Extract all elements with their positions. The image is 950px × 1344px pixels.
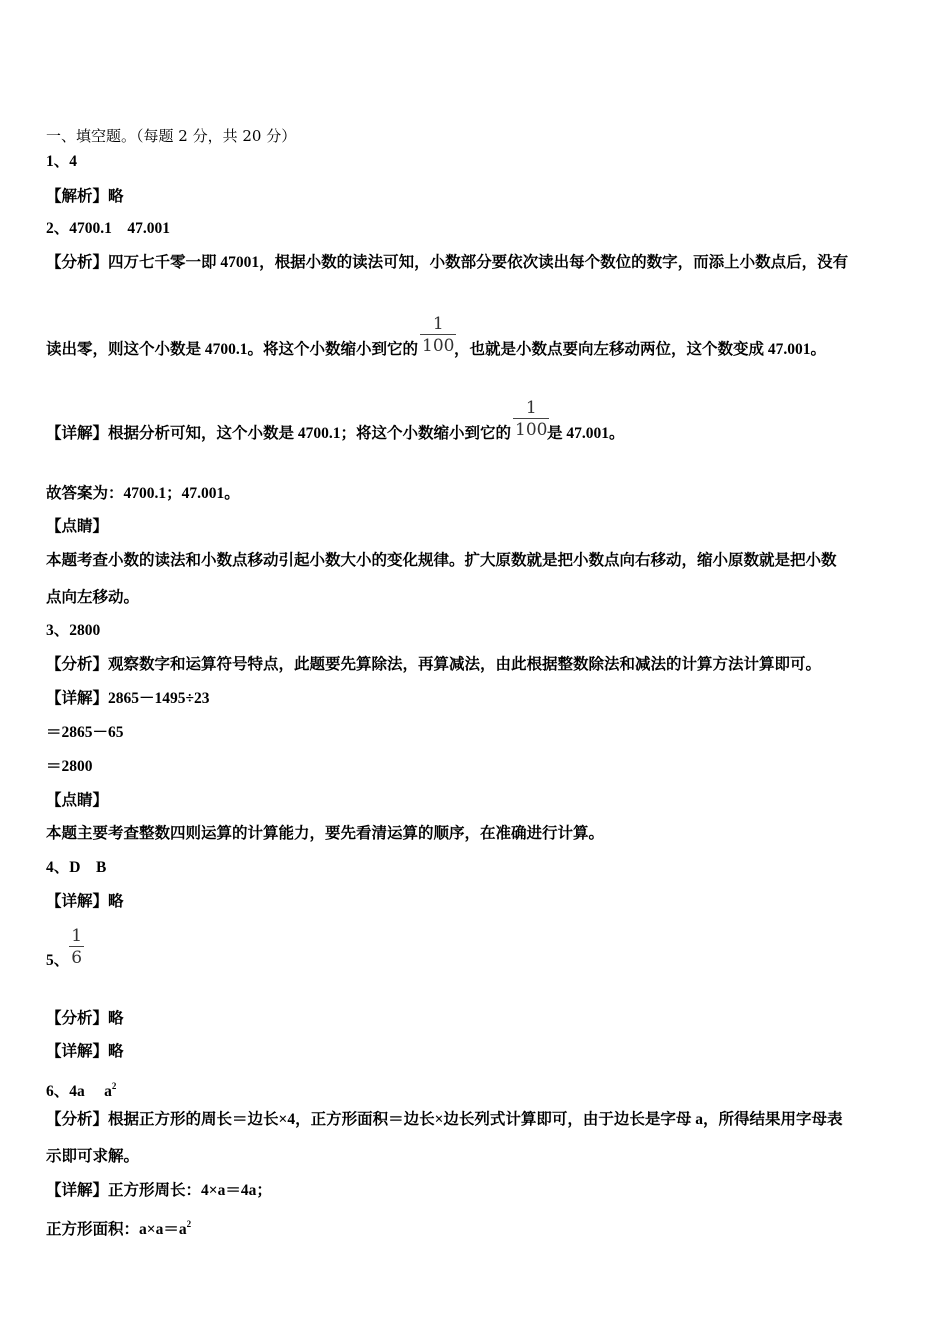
fraction-numerator: 1: [525, 398, 537, 419]
q1-number: 1、: [46, 153, 70, 170]
q5-number: 5、: [46, 952, 70, 969]
q4-number: 4、: [46, 859, 70, 876]
q3-point-text: 本题主要考查整数四则运算的计算能力，要先看清运算的顺序，在准确进行计算。: [46, 825, 605, 842]
q3-analysis-line: [46, 655, 910, 675]
q3-detail-tag: 【详解】: [46, 690, 109, 707]
q1-answer-line: [46, 152, 910, 172]
q3-answer-line: [46, 621, 910, 641]
q2-point-line1: 本题考查小数的读法和小数点移动引起小数大小的变化规律。扩大原数就是把小数点向右移动，缩小原数就是把小数: [46, 552, 837, 569]
q3-analysis-tag: 【分析】: [46, 656, 109, 673]
q2-fraction-slot: [418, 314, 455, 360]
q2-number: 2、: [46, 220, 70, 237]
q2-answer-line: [46, 219, 910, 239]
q6-number: 6、: [46, 1083, 70, 1100]
fraction-denominator: 6: [71, 948, 83, 969]
q6-detail-text1: 正方形周长：4×a＝4a；: [108, 1182, 272, 1199]
q5-analysis-line: [46, 1009, 910, 1029]
q5-detail-tag: 【详解】: [46, 1043, 109, 1060]
q6-analysis-line2: 示即可求解。: [46, 1148, 140, 1165]
q5-detail-text: 略: [108, 1043, 124, 1060]
q6-answer: 4a a: [69, 1083, 112, 1100]
fraction-denominator: 100: [515, 420, 548, 441]
q3-point-tag: 【点睛】: [46, 792, 109, 809]
q2-detail-fraction-slot: [511, 398, 548, 444]
q2-analysis-tag: 【分析】: [46, 254, 109, 271]
q5-analysis-text: 略: [108, 1010, 124, 1027]
q4-answer: D B: [69, 859, 107, 876]
q2-fraction: [420, 314, 456, 357]
q2-answer: 4700.1 47.001: [69, 220, 171, 237]
q6-analysis-text1: 根据正方形的周长＝边长×4，正方形面积＝边长×边长列式计算即可，由于边长是字母 a，所得结果用字母表: [108, 1111, 843, 1128]
q2-analysis-text1: 四万七千零一即 47001，根据小数的读法可知，小数部分要依次读出每个数位的数字，而添上小数点后，没有: [108, 254, 849, 271]
q6-detail-tag: 【详解】: [46, 1182, 109, 1199]
q2-point-tag: 【点睛】: [46, 518, 109, 535]
fraction-numerator: 1: [71, 926, 83, 947]
q1-tag: 【解析】: [46, 188, 109, 205]
q5-fraction-slot: [69, 926, 89, 971]
q6-detail-line1: [46, 1181, 910, 1201]
q2-point-line2: 点向左移动。: [46, 589, 140, 606]
q5-detail-line: [46, 1042, 910, 1062]
fraction-numerator: 1: [432, 314, 444, 335]
q4-detail-tag: 【详解】: [46, 893, 109, 910]
q1-explanation: [46, 186, 910, 207]
q6-answer-line: [46, 1076, 910, 1102]
q6-detail-line2: [46, 1214, 910, 1240]
q3-step2: ＝2865－65: [46, 724, 124, 741]
q6-detail-superscript: 2: [186, 1219, 192, 1229]
fraction-denominator: 100: [422, 336, 455, 357]
q1-text: 略: [108, 188, 124, 205]
q5-answer-line: [46, 926, 910, 971]
q6-detail-text2: 正方形面积：a×a＝a: [46, 1221, 187, 1238]
q2-final-answer: 故答案为：4700.1；47.001。: [46, 485, 240, 502]
q3-analysis-text: 观察数字和运算符号特点，此题要先算除法，再算减法，由此根据整数除法和减法的计算方法计算即可。: [108, 656, 822, 673]
section-title: 一、填空题。（每题 2 分，共 20 分）: [46, 127, 297, 145]
q3-answer: 2800: [69, 622, 101, 639]
q4-answer-line: [46, 858, 910, 878]
q4-detail-text: 略: [108, 893, 124, 910]
q1-answer: 4: [69, 153, 78, 170]
q3-step3: ＝2800: [46, 758, 93, 775]
q3-detail-line: [46, 689, 910, 709]
q3-number: 3、: [46, 622, 70, 639]
q5-fraction: [69, 926, 84, 969]
q5-analysis-tag: 【分析】: [46, 1010, 109, 1027]
q2-analysis-line2: [46, 314, 910, 360]
q6-analysis-tag: 【分析】: [46, 1111, 109, 1128]
q4-detail-line: [46, 892, 910, 912]
q2-detail-text-b: 是 47.001。: [547, 425, 625, 442]
q6-analysis-line1: [46, 1110, 910, 1130]
q6-answer-superscript: 2: [111, 1081, 117, 1091]
q2-detail-text-a: 根据分析可知，这个小数是 4700.1；将这个小数缩小到它的: [108, 425, 512, 442]
q2-analysis-line1: [46, 253, 910, 273]
q2-analysis-text2a: 读出零，则这个小数是 4700.1。将这个小数缩小到它的: [46, 341, 419, 358]
q2-analysis-text2b: ，也就是小数点要向左移动两位，这个数变成 47.001。: [454, 341, 827, 358]
q3-step1: 2865－1495÷23: [108, 690, 210, 707]
q2-detail-tag: 【详解】: [46, 425, 109, 442]
q2-detail-line: [46, 398, 910, 444]
q2-detail-fraction: [513, 398, 549, 441]
